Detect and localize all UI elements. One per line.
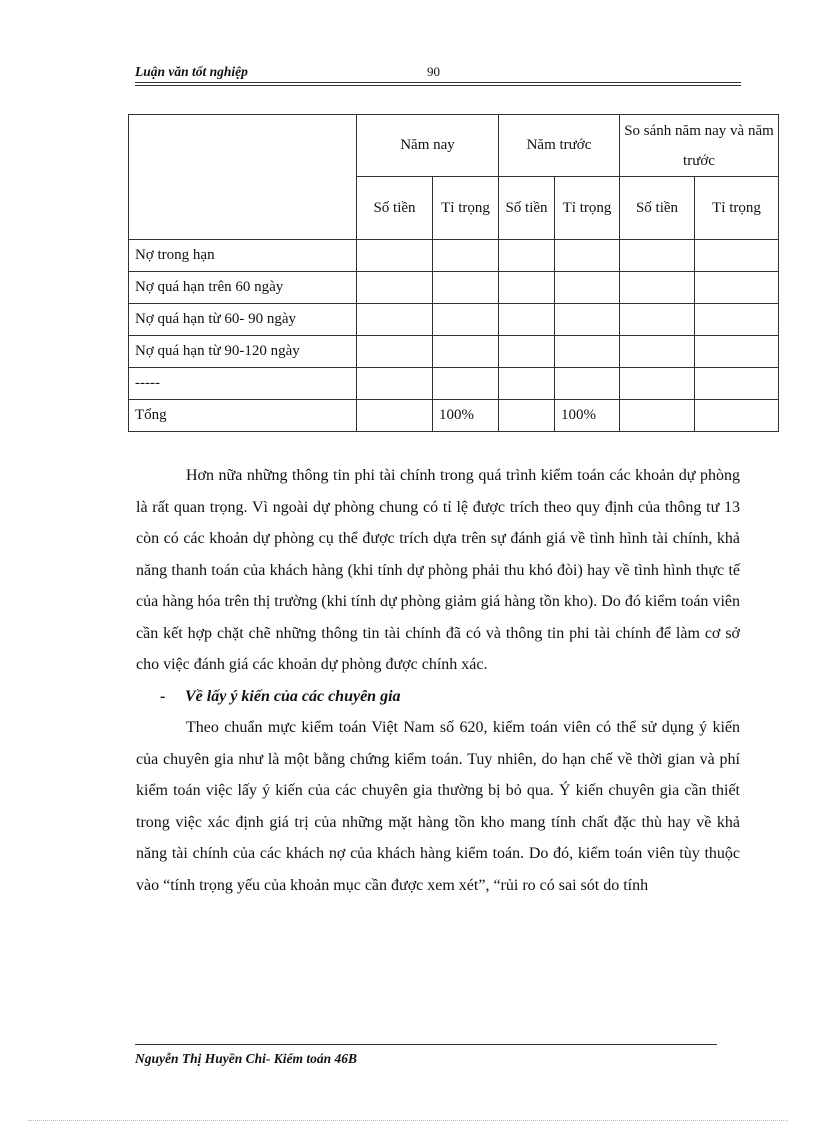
table-row [129,368,779,400]
table-row [129,304,779,336]
table-cell [620,336,695,368]
table-cell [555,272,620,304]
table-cell [695,240,779,272]
table-row [129,240,779,272]
subheader-amount: Số tiền [620,177,695,240]
page-footer [135,1044,717,1067]
table-cell [357,272,433,304]
table-cell: 100% [555,400,620,432]
table-row [129,336,779,368]
bullet-heading [136,681,740,713]
table-cell [499,240,555,272]
table-cell [695,336,779,368]
table-cell [357,240,433,272]
subheader-ratio: Tỉ trọng [555,177,620,240]
table-cell [620,368,695,400]
paragraph: Hơn nữa những thông tin phi tài chính trong quá trình kiểm toán các khoản dự phòng là rất quan trọng. Vì ngoài dự phòng chung có tỉ lệ được trích theo quy định của thông tư 13 còn có các khoản dự phòng cụ thể được trích dựa trên sự đánh giá về tình hình tài chính, khả năng thanh toán của khách hàng (khi tính dự phòng phải thu khó đòi) hay về tình hình thực tế của hàng hóa trên thị trường (khi tính dự phòng giảm giá hàng tồn kho). Do đó kiểm toán viên cần kết hợp chặt chẽ những thông tin tài chính đã có và thông tin phi tài chính để làm cơ sở cho việc đánh giá các khoản dự phòng được chính xác. [136,467,740,673]
subheader-ratio: Tỉ trọng [433,177,499,240]
header-rule [135,82,741,83]
subheader-amount: Số tiền [499,177,555,240]
table-cell [433,304,499,336]
header-comparison: So sánh năm nay và năm trước [620,115,779,177]
page-header [135,64,741,86]
table-cell [433,272,499,304]
table-cell [555,368,620,400]
bullet-heading-text: Về lấy ý kiến của các chuyên gia [185,687,401,705]
table-cell [433,368,499,400]
table-row-total [129,400,779,432]
bullet-dash: - [160,687,166,705]
row-label: Nợ quá hạn từ 60- 90 ngày [129,304,357,336]
table-cell [499,304,555,336]
table-cell [357,400,433,432]
table-cell [555,336,620,368]
row-label: ----- [129,368,357,400]
table-cell [695,272,779,304]
table-cell [555,304,620,336]
table-cell [695,400,779,432]
table-cell [433,240,499,272]
row-label: Tổng [129,400,357,432]
table-cell [555,240,620,272]
body-text [136,460,740,901]
table-cell [357,368,433,400]
table-corner-cell [129,115,357,240]
table-cell: 100% [433,400,499,432]
table-cell [620,304,695,336]
table-cell [357,304,433,336]
row-label: Nợ quá hạn từ 90-120 ngày [129,336,357,368]
table-cell [695,368,779,400]
table-cell [499,336,555,368]
footer-rule [135,1044,717,1045]
header-last-year: Năm trước [499,115,620,177]
subheader-ratio: Tỉ trọng [695,177,779,240]
table-cell [620,240,695,272]
table-cell [357,336,433,368]
page-number: 90 [427,64,440,79]
table-cell [620,400,695,432]
table-row [129,272,779,304]
table-cell [499,272,555,304]
author-line: Nguyễn Thị Huyền Chi- Kiểm toán 46B [135,1051,358,1066]
header-rule [135,85,741,86]
row-label: Nợ trong hạn [129,240,357,272]
debt-classification-table [128,114,779,432]
row-label: Nợ quá hạn trên 60 ngày [129,272,357,304]
thesis-title: Luận văn tốt nghiệp [135,64,248,79]
paragraph: Theo chuẩn mực kiểm toán Việt Nam số 620, kiểm toán viên có thể sử dụng ý kiến của chuyên gia như là một bằng chứng kiểm toán. Tuy nhiên, do hạn chế về thời gian và phí kiểm toán việc lấy ý kiến của các chuyên gia thường bị bỏ qua. Ý kiến chuyên gia cần thiết trong việc xác định giá trị của những mặt hàng tồn kho mang tính chất đặc thù hay về khả năng tài chính của các khách nợ của khách hàng kiểm toán. Do đó, kiểm toán viên tùy thuộc vào “tính trọng yếu của khoản mục cần được xem xét”, “rủi ro có sai sót do tính [136,719,740,894]
table-cell [499,400,555,432]
table-cell [695,304,779,336]
header-this-year: Năm nay [357,115,499,177]
subheader-amount: Số tiền [357,177,433,240]
table-cell [620,272,695,304]
table-cell [433,336,499,368]
table-cell [499,368,555,400]
page-edge-divider [28,1120,788,1121]
